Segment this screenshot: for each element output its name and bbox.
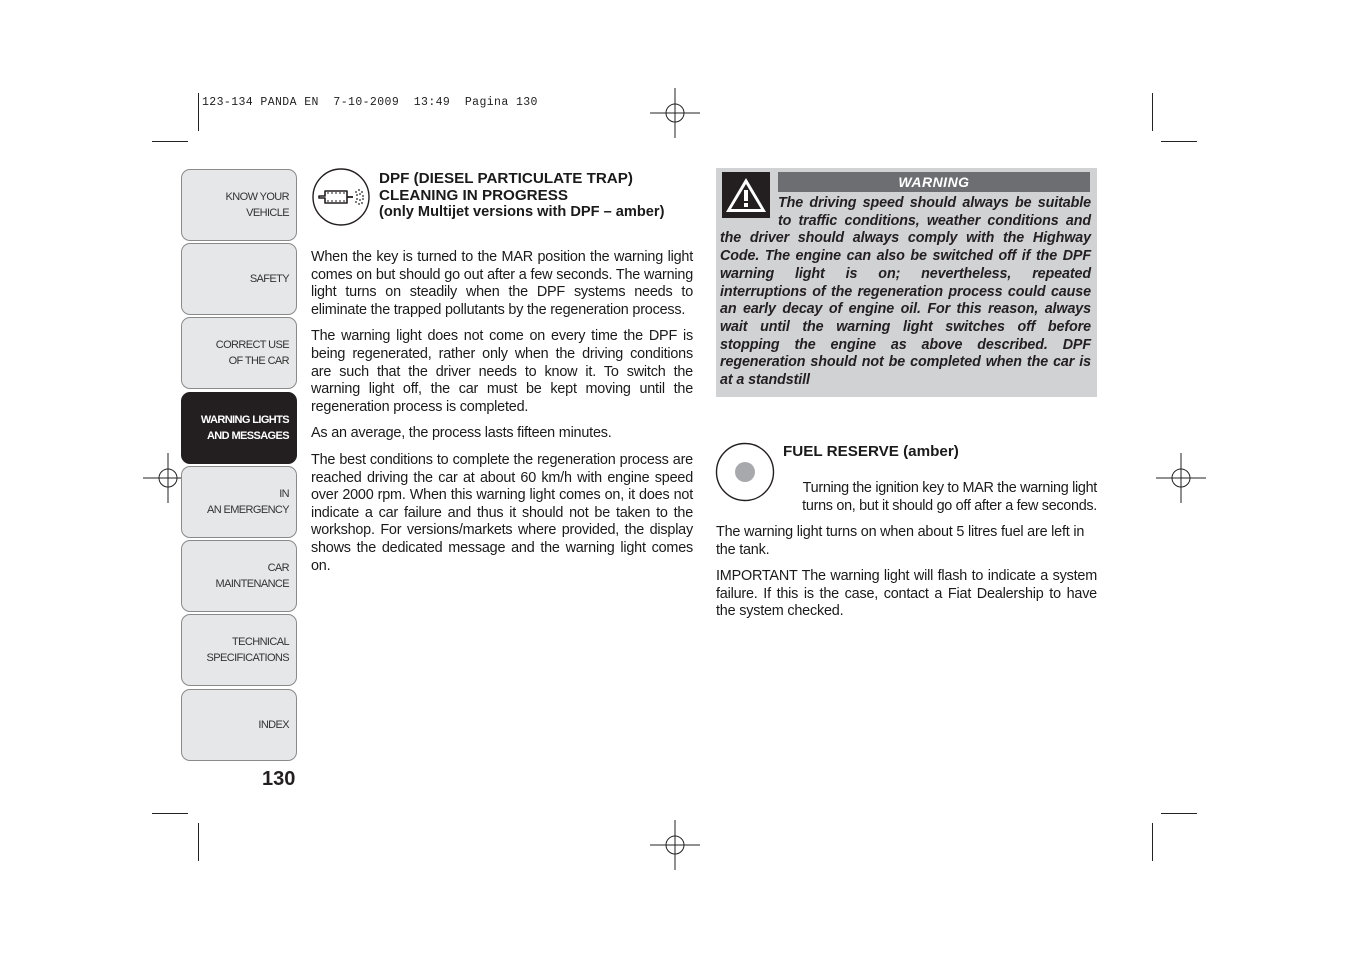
dpf-subtitle: (only Multijet versions with DPF – amber) xyxy=(379,204,665,220)
dpf-paragraph: The warning light does not come on every time the DPF is being regenerated, rather only when the driving conditions are such that the driver needs to know it. To switch the warning light off, the car must be kept moving until the regeneration process is completed. xyxy=(311,328,693,415)
crop-mark xyxy=(1152,823,1153,861)
fuel-body xyxy=(716,524,1097,630)
tab-know-your-vehicle[interactable]: KNOW YOUR VEHICLE xyxy=(181,169,297,241)
warning-text-block xyxy=(720,195,1091,390)
warning-text: The driving speed should always be suitable to traffic conditions, weather conditions and the driver should always comply with the Highway Code. The engine can also be switched off if the DPF warning light is on; nevertheless, repeated interruptions of the regeneration process could cause an early decay of engine oil. For this reason, always wait until the warning light switches off before stopping the engine as above described. DPF regeneration should not be completed when the car is at a standstill xyxy=(720,195,1091,389)
tab-correct-use[interactable]: CORRECT USE OF THE CAR xyxy=(181,317,297,389)
tab-in-an-emergency[interactable]: IN AN EMERGENCY xyxy=(181,466,297,538)
dpf-body xyxy=(311,249,693,584)
dpf-paragraph: The best conditions to complete the regeneration process are reached driving the car at about 60 km/h with engine speed over 2000 rpm. When this warning light comes on, it does not indicate a car failure and thus it should not be taken to the workshop. For versions/markets where provided, the display shows the dedicated message and the warning light comes on. xyxy=(311,451,693,574)
dpf-section-heading xyxy=(379,170,699,221)
fuel-paragraph: IMPORTANT The warning light will flash to indicate a system failure. If this is the case, contact a Fiat Dealership to have the system checked. xyxy=(716,568,1097,620)
dpf-warning-icon xyxy=(311,168,371,226)
fuel-reserve-title: FUEL RESERVE (amber) xyxy=(783,443,959,460)
fuel-paragraph: The warning light turns on when about 5 litres fuel are left in the tank. xyxy=(716,524,1085,558)
tab-safety[interactable]: SAFETY xyxy=(181,243,297,315)
tab-car-maintenance[interactable]: CAR MAINTENANCE xyxy=(181,540,297,612)
dpf-title: DPF (DIESEL PARTICULATE TRAP) CLEANING IN PROGRESS xyxy=(379,170,633,204)
fuel-reserve-icon xyxy=(715,442,775,502)
tab-index[interactable]: INDEX xyxy=(181,689,297,761)
crop-mark xyxy=(152,813,188,814)
tab-technical-specifications[interactable]: TECHNICAL SPECIFICATIONS xyxy=(181,614,297,686)
registration-mark-icon xyxy=(650,88,700,138)
dpf-paragraph: As an average, the process lasts fifteen minutes. xyxy=(311,425,612,442)
crop-mark xyxy=(1152,93,1153,131)
crop-mark xyxy=(198,93,199,131)
crop-mark xyxy=(198,823,199,861)
page-number: 130 xyxy=(262,768,296,790)
dpf-paragraph: When the key is turned to the MAR position the warning light comes on but should go out after a few seconds. The warning light turns on steadily when the DPF systems needs to eliminate the trapped pollutants by the regeneration process. xyxy=(311,249,693,318)
warning-box xyxy=(716,168,1097,397)
crop-mark xyxy=(152,141,188,142)
registration-mark-icon xyxy=(1156,453,1206,503)
tab-warning-lights[interactable]: WARNING LIGHTS AND MESSAGES xyxy=(181,392,297,464)
registration-mark-icon xyxy=(650,820,700,870)
fuel-first-paragraph: Turning the ignition key to MAR the warning light turns on, but it should go off after a few seconds. xyxy=(802,480,1097,514)
crop-mark xyxy=(1161,813,1197,814)
print-header: 123-134 PANDA EN 7-10-2009 13:49 Pagina 130 xyxy=(202,96,538,109)
crop-mark xyxy=(1161,141,1197,142)
warning-label: WARNING xyxy=(778,172,1090,192)
